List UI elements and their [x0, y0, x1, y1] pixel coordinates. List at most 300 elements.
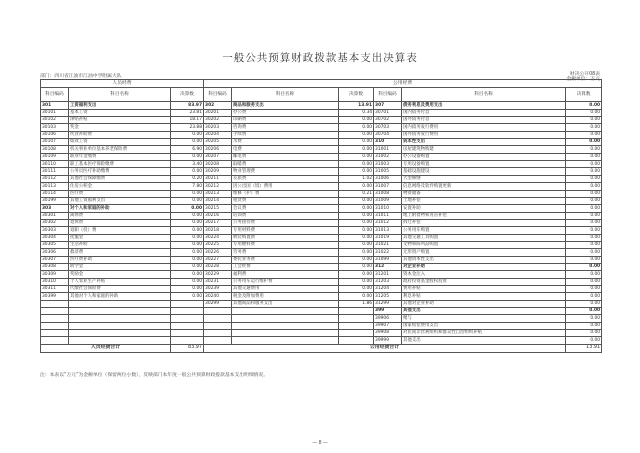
item-amount: 0.00	[566, 117, 602, 124]
item-name: 对企业补助	[402, 263, 566, 270]
item-name: 抚恤金	[69, 234, 171, 241]
item-amount: 0.00	[171, 227, 204, 234]
item-code: 30111	[41, 168, 69, 175]
item-amount: 83.97	[171, 102, 204, 109]
item-name: 其他对企业补助	[402, 300, 566, 307]
item-code: 30103	[41, 124, 69, 131]
item-name: 助学金	[69, 263, 171, 270]
item-name: 文物和陈列品购置	[402, 241, 566, 248]
item-amount: 0.00	[171, 263, 204, 270]
item-name: 劳务费	[232, 249, 339, 256]
item-name: 租赁费	[232, 197, 339, 204]
table-row	[41, 322, 602, 329]
item-code: 31007	[374, 183, 402, 190]
item-code	[41, 315, 69, 322]
item-amount: 0.00	[171, 153, 204, 160]
table-row	[41, 249, 602, 256]
item-code	[41, 330, 69, 337]
item-name: 医疗费补助	[69, 256, 171, 263]
item-name	[232, 330, 339, 337]
item-code: 31205	[374, 293, 402, 300]
page-number: — 8 —	[312, 441, 328, 446]
item-code: 30305	[41, 241, 69, 248]
item-code: 30225	[204, 241, 232, 248]
item-amount: 0.00	[566, 337, 602, 344]
item-amount: 0.00	[566, 271, 602, 278]
table-title: 一般公共预算财政拨款基本支出决算表	[222, 52, 418, 64]
item-amount: 0.34	[339, 109, 374, 116]
item-amount	[339, 315, 374, 322]
item-amount: 0.00	[566, 124, 602, 131]
item-code: 30199	[41, 197, 69, 204]
item-name: 土地补偿	[402, 197, 566, 204]
item-code: 31010	[374, 205, 402, 212]
table-row	[41, 256, 602, 263]
item-amount: 0.00	[566, 102, 602, 109]
item-name: 办公设备购置	[402, 153, 566, 160]
item-code: 31021	[374, 241, 402, 248]
item-name: 物业管理费	[232, 168, 339, 175]
item-name: 绩效工资	[69, 139, 171, 146]
item-code	[204, 330, 232, 337]
item-code: 30308	[41, 263, 69, 270]
item-name: 物资储备	[402, 190, 566, 197]
item-amount: 0.00	[566, 183, 602, 190]
item-amount: 0.00	[339, 146, 374, 153]
table-row	[41, 183, 602, 190]
item-name: 住房公积金	[69, 183, 171, 190]
item-amount: 0.00	[339, 161, 374, 168]
item-name: 债务利息及费用支出	[402, 102, 566, 109]
item-name: 公务接待费	[232, 219, 339, 226]
item-code: 30213	[204, 190, 232, 197]
item-code: 30108	[41, 146, 69, 153]
item-amount: 0.00	[566, 263, 602, 270]
col-header-code: 科目编码	[204, 88, 232, 102]
item-code: 31013	[374, 227, 402, 234]
item-name: 工资福利支出	[69, 102, 171, 109]
table-row	[41, 219, 602, 226]
item-code: 31012	[374, 219, 402, 226]
item-name: 委托业务费	[232, 256, 339, 263]
item-name: 其他交通费用	[232, 285, 339, 292]
item-name: 个人农业生产补贴	[69, 278, 171, 285]
item-name	[69, 337, 171, 344]
table-row	[41, 234, 602, 241]
item-amount: 0.00	[339, 227, 374, 234]
item-name: 离休费	[69, 212, 171, 219]
item-amount: 23.81	[171, 109, 204, 116]
item-name: 房屋建筑物购建	[402, 146, 566, 153]
item-code: 39908	[374, 330, 402, 337]
item-name	[69, 300, 171, 307]
item-amount: 0.00	[171, 271, 204, 278]
item-name: 基础设施建设	[402, 168, 566, 175]
item-code: 30112	[41, 175, 69, 182]
item-code: 31201	[374, 271, 402, 278]
item-amount: 0.00	[566, 168, 602, 175]
item-name: 费用补贴	[402, 285, 566, 292]
item-code: 31203	[374, 278, 402, 285]
item-amount	[339, 322, 374, 329]
item-name: 其他工资福利支出	[69, 197, 171, 204]
item-amount: 18.17	[171, 117, 204, 124]
item-name: 其他支出	[402, 337, 566, 344]
item-amount: 0.00	[566, 161, 602, 168]
table-row	[41, 153, 602, 160]
personnel-total-label: 人员经费合计	[41, 344, 171, 352]
item-code: 31204	[374, 285, 402, 292]
item-amount: 0.00	[339, 153, 374, 160]
item-name: 培训费	[232, 212, 339, 219]
item-name: 手续费	[232, 131, 339, 138]
section-personnel-header: 人员经费	[41, 80, 204, 88]
item-name: 专用设备购置	[402, 161, 566, 168]
item-code: 30304	[41, 234, 69, 241]
item-code: 30202	[204, 117, 232, 124]
item-amount: 0.00	[566, 139, 602, 146]
item-name: 福利费	[232, 271, 339, 278]
item-code: 30204	[204, 131, 232, 138]
item-name: 对个人和家庭的补助	[69, 205, 171, 212]
item-name: 因公出国（境）费用	[232, 183, 339, 190]
item-amount: 0.00	[566, 190, 602, 197]
item-amount: 0.00	[339, 131, 374, 138]
item-amount	[171, 300, 204, 307]
item-code: 30212	[204, 183, 232, 190]
item-amount: 3.40	[171, 161, 204, 168]
footnote: 注：本表以“万元”为金额单位（保留两位小数），反映部门本年度一般公共预算财政拨款基本支出明细情况。	[40, 373, 269, 378]
item-amount: 0.00	[339, 234, 374, 241]
item-code: 30399	[41, 293, 69, 300]
item-name: 津贴补贴	[69, 117, 171, 124]
item-name	[69, 322, 171, 329]
item-name: 其他对个人和家庭的补助	[69, 293, 171, 300]
item-code: 30303	[41, 227, 69, 234]
item-code: 30209	[204, 168, 232, 175]
item-amount: 7.80	[171, 183, 204, 190]
item-code: 30207	[204, 153, 232, 160]
item-name: 信息网络及软件购置更新	[402, 183, 566, 190]
item-amount: 0.00	[566, 278, 602, 285]
col-header-amount: 决算数	[339, 88, 374, 102]
item-name: 退职（役）费	[69, 227, 171, 234]
item-code: 30309	[41, 271, 69, 278]
item-name	[232, 337, 339, 344]
table-row	[41, 271, 602, 278]
item-name: 政府投资基金股权投资	[402, 278, 566, 285]
item-code	[41, 300, 69, 307]
item-code: 307	[374, 102, 402, 109]
item-name: 专用燃料费	[232, 241, 339, 248]
item-amount: 0.00	[171, 241, 204, 248]
item-name: 公务用车购置	[402, 227, 566, 234]
table-row	[41, 227, 602, 234]
item-name: 伙食补助费	[69, 131, 171, 138]
item-code: 31006	[374, 175, 402, 182]
item-name: 国外债务付息	[402, 117, 566, 124]
table-row	[41, 285, 602, 292]
item-name	[69, 315, 171, 322]
col-header-amount: 决算数	[171, 88, 204, 102]
item-name	[232, 308, 339, 315]
item-amount: 0.21	[339, 190, 374, 197]
item-amount: 0.00	[566, 146, 602, 153]
item-code: 30102	[41, 117, 69, 124]
item-amount: 0.00	[339, 285, 374, 292]
table-row	[41, 205, 602, 212]
item-code	[204, 322, 232, 329]
item-amount: 0.00	[566, 308, 602, 315]
table-row	[41, 161, 602, 168]
item-code: 30110	[41, 161, 69, 168]
item-name: 其他资本性支出	[402, 256, 566, 263]
table-row	[41, 337, 602, 344]
item-amount: 0.00	[566, 300, 602, 307]
item-amount: 0.00	[171, 168, 204, 175]
item-code	[204, 308, 232, 315]
table-row	[41, 197, 602, 204]
item-amount	[171, 308, 204, 315]
item-code: 30226	[204, 249, 232, 256]
item-code: 31008	[374, 190, 402, 197]
item-code	[41, 322, 69, 329]
item-name: 专用材料费	[232, 227, 339, 234]
item-code: 30203	[204, 124, 232, 131]
item-amount: 0.00	[339, 256, 374, 263]
public-total-label: 公用经费合计	[204, 344, 566, 352]
item-amount: 0.00	[566, 227, 602, 234]
item-code: 31003	[374, 161, 402, 168]
item-amount: 0.00	[566, 153, 602, 160]
item-code: 30703	[374, 124, 402, 131]
item-code: 30701	[374, 109, 402, 116]
item-code: 31002	[374, 153, 402, 160]
table-row	[41, 308, 602, 315]
table-row	[41, 102, 602, 109]
item-amount: 0.00	[339, 205, 374, 212]
item-name: 电费	[232, 146, 339, 153]
item-amount: 0.00	[171, 212, 204, 219]
table-row	[41, 293, 602, 300]
item-amount: 0.00	[566, 256, 602, 263]
item-code: 31001	[374, 146, 402, 153]
item-name: 印刷费	[232, 117, 339, 124]
item-code: 30231	[204, 278, 232, 285]
item-name: 国内债务发行费用	[402, 124, 566, 131]
item-amount: 0.00	[566, 219, 602, 226]
item-amount: 0.00	[171, 278, 204, 285]
item-code: 30206	[204, 146, 232, 153]
form-code: 财决公开08表	[569, 72, 600, 77]
item-amount: 0.00	[566, 315, 602, 322]
item-name: 邮电费	[232, 153, 339, 160]
item-code: 30214	[204, 197, 232, 204]
item-code: 310	[374, 139, 402, 146]
department-label: 部门：四川省江油市江油中学附属大队	[40, 74, 122, 79]
col-header-code: 科目编码	[41, 88, 69, 102]
item-code: 30109	[41, 153, 69, 160]
item-amount: 0.00	[566, 212, 602, 219]
table-row	[41, 300, 602, 307]
item-code: 30299	[204, 300, 232, 307]
table-row	[41, 212, 602, 219]
item-code: 30216	[204, 212, 232, 219]
amount-unit: 金额单位：万元	[566, 77, 600, 82]
item-name: 差旅费	[232, 175, 339, 182]
item-name: 救济费	[69, 249, 171, 256]
item-code: 30113	[41, 183, 69, 190]
expenditure-table	[40, 79, 602, 353]
item-code: 30307	[41, 256, 69, 263]
item-amount: 0.00	[339, 197, 374, 204]
table-row	[41, 117, 602, 124]
item-name: 公务员医疗补助缴费	[69, 168, 171, 175]
item-amount: 1.86	[339, 300, 374, 307]
item-amount: 0.00	[171, 131, 204, 138]
item-code: 30227	[204, 256, 232, 263]
item-amount: 0.00	[339, 263, 374, 270]
item-amount: 6.90	[171, 146, 204, 153]
item-code: 39907	[374, 322, 402, 329]
item-name: 拆迁补偿	[402, 219, 566, 226]
col-header-code: 科目编码	[374, 88, 402, 102]
item-code: 30208	[204, 161, 232, 168]
item-amount: 0.00	[339, 139, 374, 146]
table-row	[41, 241, 602, 248]
item-amount: 0.00	[171, 234, 204, 241]
item-amount: 0.00	[171, 205, 204, 212]
item-name: 其他支出	[402, 308, 566, 315]
item-amount: 0.00	[566, 205, 602, 212]
totals-row	[41, 344, 602, 352]
table-row	[41, 175, 602, 182]
public-total-value: 13.91	[566, 344, 602, 352]
table-row	[41, 278, 602, 285]
item-code: 30310	[41, 278, 69, 285]
item-code: 31011	[374, 212, 402, 219]
table-row	[41, 139, 602, 146]
item-name: 税金及附加费用	[232, 293, 339, 300]
item-name	[232, 315, 339, 322]
item-code: 30211	[204, 175, 232, 182]
item-amount: 0.00	[566, 234, 602, 241]
item-amount	[339, 337, 374, 344]
item-name: 水费	[232, 139, 339, 146]
item-amount: 0.00	[171, 219, 204, 226]
item-code: 30301	[41, 212, 69, 219]
item-amount: 0.00	[339, 271, 374, 278]
table-row	[41, 190, 602, 197]
item-code: 30228	[204, 263, 232, 270]
item-amount: 0.00	[566, 293, 602, 300]
table-row	[41, 263, 602, 270]
item-code: 31019	[374, 234, 402, 241]
item-name: 职业年金缴费	[69, 153, 171, 160]
item-name: 代缴社会保险费	[69, 285, 171, 292]
item-code: 30107	[41, 139, 69, 146]
item-amount	[171, 315, 204, 322]
item-amount	[171, 322, 204, 329]
item-amount: 13.91	[339, 102, 374, 109]
item-code: 31005	[374, 168, 402, 175]
col-header-amount: 决算数	[566, 88, 602, 102]
item-name: 公务用车运行维护费	[232, 278, 339, 285]
item-name	[232, 322, 339, 329]
personnel-total-value: 83.97	[171, 344, 204, 352]
item-amount	[171, 330, 204, 337]
item-name: 奖金	[69, 124, 171, 131]
item-code: 31022	[374, 249, 402, 256]
item-code: 30101	[41, 109, 69, 116]
item-name: 资本金注入	[402, 271, 566, 278]
item-name: 被装购置费	[232, 234, 339, 241]
item-amount: 0.00	[339, 293, 374, 300]
item-name: 国家赔偿费用支出	[402, 322, 566, 329]
item-amount: 0.00	[339, 168, 374, 175]
col-header-name: 科目名称	[402, 88, 566, 102]
item-code: 31099	[374, 256, 402, 263]
item-code: 30218	[204, 227, 232, 234]
item-amount: 0.00	[339, 183, 374, 190]
item-code: 30224	[204, 234, 232, 241]
item-name: 会议费	[232, 205, 339, 212]
item-code: 31299	[374, 300, 402, 307]
item-name: 退休费	[69, 219, 171, 226]
item-amount: 0.00	[171, 197, 204, 204]
item-code: 31009	[374, 197, 402, 204]
col-header-name: 科目名称	[232, 88, 339, 102]
item-amount: 0.00	[339, 219, 374, 226]
item-amount: 0.00	[171, 249, 204, 256]
item-name	[69, 330, 171, 337]
item-amount: 23.88	[171, 124, 204, 131]
item-code: 30239	[204, 285, 232, 292]
item-name: 机关事业单位基本养老保险费	[69, 146, 171, 153]
table-row	[41, 315, 602, 322]
item-code: 302	[204, 102, 232, 109]
item-name: 安置补助	[402, 205, 566, 212]
item-name: 其他社会保障缴费	[69, 175, 171, 182]
item-amount: 0.00	[171, 139, 204, 146]
item-code: 30215	[204, 205, 232, 212]
item-code: 301	[41, 102, 69, 109]
item-amount: 0.00	[566, 330, 602, 337]
item-code	[41, 308, 69, 315]
item-code: 30114	[41, 190, 69, 197]
item-name: 对民间非营利组织和群众性自治组织补贴	[402, 330, 566, 337]
item-amount: 0.20	[171, 175, 204, 182]
item-amount: 0.00	[171, 190, 204, 197]
item-amount: 0.00	[566, 249, 602, 256]
item-code: 30302	[41, 219, 69, 226]
item-amount: 0.00	[566, 109, 602, 116]
table-row	[41, 131, 602, 138]
item-name	[69, 308, 171, 315]
item-code	[204, 337, 232, 344]
item-amount: 0.00	[339, 278, 374, 285]
item-amount: 1.02	[339, 175, 374, 182]
item-amount: 0.00	[566, 241, 602, 248]
item-amount	[339, 308, 374, 315]
item-amount: 0.00	[339, 117, 374, 124]
item-name: 商品和服务支出	[232, 102, 339, 109]
item-name: 基本工资	[69, 109, 171, 116]
item-name: 大型修缮	[402, 175, 566, 182]
item-code: 30205	[204, 139, 232, 146]
item-code: 399	[374, 308, 402, 315]
item-name: 咨询费	[232, 124, 339, 131]
